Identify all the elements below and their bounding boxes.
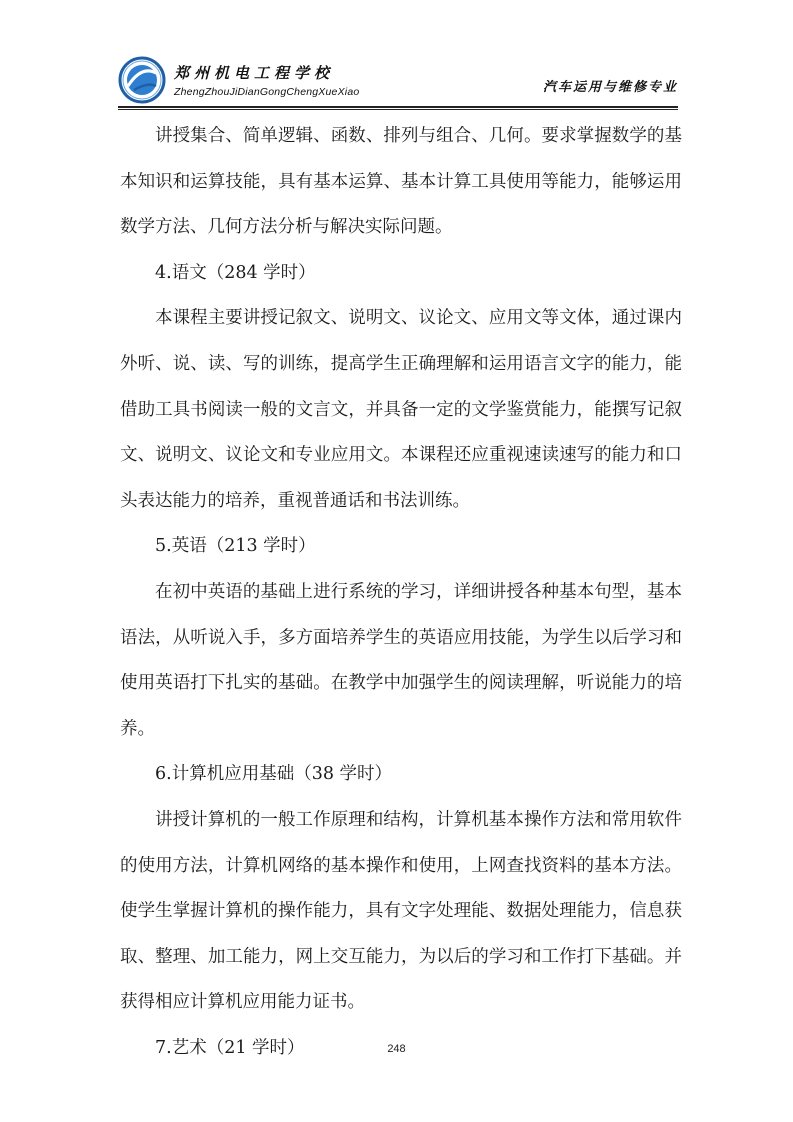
school-name: 郑州机电工程学校 bbox=[174, 64, 335, 82]
department-title: 汽车运用与维修专业 bbox=[542, 80, 678, 95]
section-heading-chinese: 4.语文（284 学时） bbox=[155, 262, 316, 283]
section-heading-art: 7.艺术（21 学时） bbox=[155, 1037, 305, 1058]
school-logo-icon bbox=[118, 56, 166, 104]
header-rule bbox=[118, 106, 678, 108]
paragraph-english: 在初中英语的基础上进行系统的学习，详细讲授各种基本句型，基本语法，从听说入手，多方面培养学生的英语应用技能，为学生以后学习和使用英语打下扎实的基础。在教学中加强学生的阅读理解，听说能力的培养。 bbox=[120, 581, 682, 739]
paragraph-math: 讲授集合、简单逻辑、函数、排列与组合、几何。要求掌握数学的基本知识和运算技能，具有基本运算、基本计算工具使用等能力，能够运用数学方法、几何方法分析与解决实际问题。 bbox=[120, 126, 682, 238]
paragraph-chinese: 本课程主要讲授记叙文、说明文、议论文、应用文等文体，通过课内外听、说、读、写的训练，提高学生正确理解和运用语言文字的能力，能借助工具书阅读一般的文言文，并具备一定的文学鉴赏能力，能撰写记叙文、说明文、议论文和专业应用文。本课程还应重视速读速写的能力和口头表达能力的培养，重视普通话和书法训练。 bbox=[120, 308, 682, 511]
document-body bbox=[120, 114, 682, 1071]
paragraph-computer: 讲授计算机的一般工作原理和结构，计算机基本操作方法和常用软件的使用方法，计算机网络的基本操作和使用，上网查找资料的基本方法。使学生掌握计算机的操作能力，具有文字处理能、数据处理能力，信息获取、整理、加工能力，网上交互能力，为以后的学习和工作打下基础。并获得相应计算机应用能力证书。 bbox=[120, 809, 682, 1013]
header-rule-thin bbox=[118, 109, 678, 110]
section-heading-computer: 6.计算机应用基础（38 学时） bbox=[155, 764, 393, 785]
page-header bbox=[118, 56, 678, 106]
school-pinyin: ZhengZhouJiDianGongChengXueXiao bbox=[174, 86, 360, 98]
page-number: 248 bbox=[387, 1043, 406, 1055]
section-heading-english: 5.英语（213 学时） bbox=[155, 536, 316, 557]
